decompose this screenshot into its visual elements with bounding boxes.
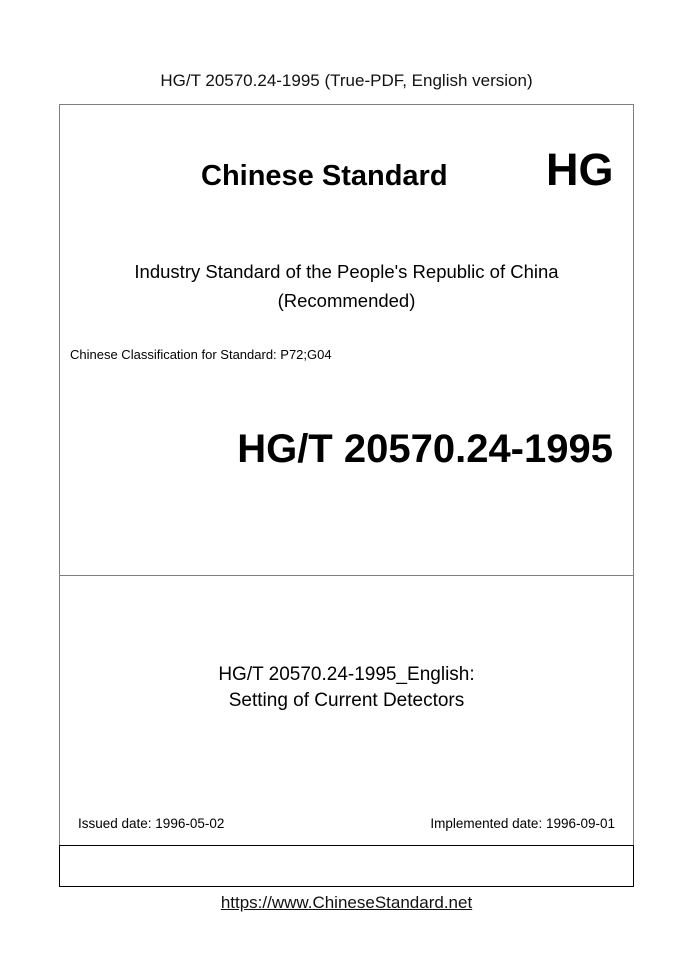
standard-number: HG/T 20570.24-1995 [237, 427, 613, 471]
cover-subtitle [60, 257, 633, 315]
document-title [60, 662, 633, 714]
document-title-line-1: HG/T 20570.24-1995_English: [218, 664, 475, 685]
subtitle-line-1: Industry Standard of the People's Republic of China [134, 261, 559, 282]
issued-date: Issued date: 1996-05-02 [78, 816, 225, 831]
section-divider [60, 575, 633, 576]
bottom-box [59, 845, 634, 887]
standard-code-logo: HG [546, 144, 614, 195]
cover-title: Chinese Standard [201, 160, 448, 192]
classification-text: Chinese Classification for Standard: P72;G04 [70, 347, 332, 362]
website-link[interactable]: https://www.ChineseStandard.net [220, 893, 473, 912]
document-header: HG/T 20570.24-1995 (True-PDF, English version) [160, 71, 533, 90]
cover-frame [59, 104, 634, 887]
implemented-date: Implemented date: 1996-09-01 [430, 816, 615, 831]
document-title-line-2: Setting of Current Detectors [228, 690, 465, 711]
subtitle-line-2: (Recommended) [277, 290, 416, 311]
